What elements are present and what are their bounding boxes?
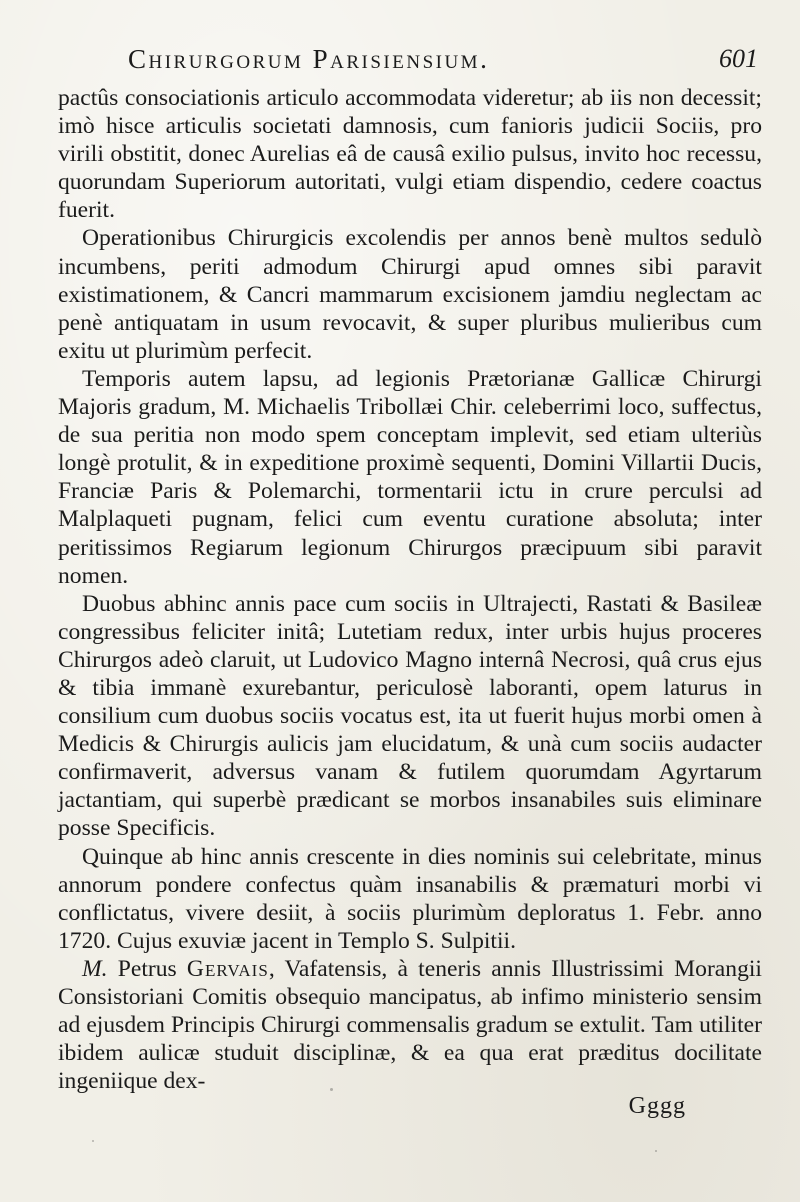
running-title: Chirurgorum Parisiensium. <box>128 44 490 74</box>
paragraph-6-text: , Vafatensis, à teneris annis Illustrissimi Morangii Consistoriani Comitis obsequio mancipatus, ab infimo ministerio sensim ad ejusdem Principis Chirurgi commensalis gradum se extulit. Tam utiliter ibidem aulicæ studuit disciplinæ, & ea qua erat præditus docilitate ingeniique dex- <box>58 955 762 1095</box>
paragraph-5: Quinque ab hinc annis crescente in dies nominis sui celebritate, minus annorum pondere confectus quàm insanabilis & præmaturi morbi vi conflictatus, vivere desiit, à sociis plurimùm deploratus 1. Febr. anno 1720. Cujus exuviæ jacent in Templo S. Sulpitii. <box>58 843 762 954</box>
page-number: 601 <box>719 44 758 73</box>
running-head <box>128 44 758 84</box>
surname: Gervais <box>186 955 269 982</box>
given-name: Petrus <box>117 955 177 982</box>
body-text <box>58 84 762 1095</box>
honorific-prefix: M. <box>82 955 108 982</box>
paper-speck <box>330 1088 333 1091</box>
paper-speck <box>655 1150 657 1152</box>
paragraph-6 <box>58 955 762 1095</box>
paragraph-2: Operationibus Chirurgicis excolendis per annos benè multos sedulò incumbens, periti admodum Chirurgi apud omnes sibi paravit existimationem, & Cancri mammarum excisionem jamdiu neglectam ac penè antiquatam in usum revocavit, & super pluribus mulieribus cum exitu ut plurimùm perfecit. <box>58 225 762 364</box>
paragraph-3: Temporis autem lapsu, ad legionis Prætorianæ Gallicæ Chirurgi Majoris gradum, M. Michaelis Tribollæi Chir. celeberrimi loco, suffectus, de sua peritia non modo spem conceptam implevit, sed etiam ulteriùs longè protulit, & in expeditione proximè sequenti, Domini Villartii Ducis, Franciæ Paris & Polemarchi, tormentarii ictu in crure perculsi ad Malplaqueti pugnam, felici cum eventu curatione absoluta; inter peritissimos Regiarum legionum Chirurgos præcipuum sibi paravit nomen. <box>58 365 762 589</box>
paragraph-4: Duobus abhinc annis pace cum sociis in Ultrajecti, Rastati & Basileæ congressibus feliciter initâ; Lutetiam redux, inter urbis hujus proceres Chirurgos adeò claruit, ut Ludovico Magno internâ Necrosi, quâ crus ejus & tibia immanè exurebantur, periculosè laboranti, opem laturus in consilium cum duobus sociis vocatus est, ita ut fuerit hujus morbi omen à Medicis & Chirurgis aulicis jam elucidatum, & unà cum sociis audacter confirmaverit, adversus vanam & futilem quorumdam Agyrtarum jactantiam, qui superbè prædicant se morbos insanabiles suis eliminare posse Specificis. <box>58 590 762 842</box>
signature-mark: Gggg <box>628 1093 686 1120</box>
paper-speck <box>92 1140 94 1142</box>
paragraph-1: pactûs consociationis articulo accommodata videretur; ab iis non decessit; imò hisce articulis societati damnosis, cum fanioris judicii Sociis, pro virili obstitit, donec Aurelias eâ de causâ exilio pulsus, invito hoc recessu, quorundam Superiorum autoritati, vulgi etiam dispendio, cedere coactus fuerit. <box>58 85 762 224</box>
